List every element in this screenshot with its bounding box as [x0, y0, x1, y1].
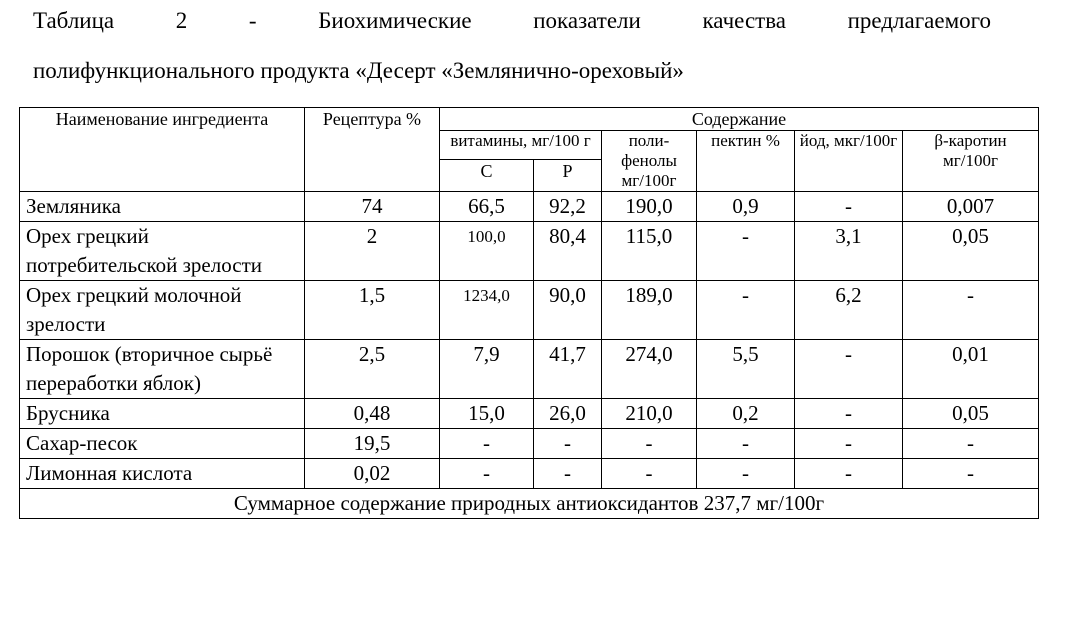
- polyphenols-value: 189,0: [602, 281, 697, 340]
- header-vitamin-p: Р: [534, 160, 602, 192]
- pectin-value: 0,9: [697, 192, 795, 222]
- iodine-value: -: [795, 429, 903, 459]
- table-row: [20, 281, 1039, 340]
- vitamin-c-value: 100,0: [440, 222, 534, 281]
- carotene-value: -: [903, 281, 1039, 340]
- vitamin-p-value: 41,7: [534, 340, 602, 399]
- vitamin-p-value: 92,2: [534, 192, 602, 222]
- carotene-value: -: [903, 429, 1039, 459]
- pectin-value: 0,2: [697, 399, 795, 429]
- table-row: [20, 429, 1039, 459]
- table-row: [20, 340, 1039, 399]
- carotene-value: 0,01: [903, 340, 1039, 399]
- iodine-value: -: [795, 340, 903, 399]
- iodine-value: 3,1: [795, 222, 903, 281]
- vitamin-c-value: -: [440, 459, 534, 489]
- recipe-value: 74: [305, 192, 440, 222]
- table-caption-line-1: Таблица 2 - Биохимические показатели качества предлагаемого: [33, 8, 991, 33]
- polyphenols-value: -: [602, 429, 697, 459]
- recipe-value: 2: [305, 222, 440, 281]
- header-carotene: β-каротин мг/100г: [903, 131, 1039, 192]
- vitamin-c-value: -: [440, 429, 534, 459]
- total-antioxidants: Суммарное содержание природных антиоксидантов 237,7 мг/100г: [20, 489, 1039, 519]
- table-caption-line-2: полифункционального продукта «Десерт «Землянично-ореховый»: [33, 58, 684, 83]
- vitamin-c-value: 15,0: [440, 399, 534, 429]
- table-row: [20, 459, 1039, 489]
- recipe-value: 1,5: [305, 281, 440, 340]
- iodine-value: -: [795, 192, 903, 222]
- polyphenols-value: -: [602, 459, 697, 489]
- polyphenols-value: 190,0: [602, 192, 697, 222]
- ingredient-name: Брусника: [20, 399, 305, 429]
- carotene-value: 0,05: [903, 222, 1039, 281]
- vitamin-p-value: 26,0: [534, 399, 602, 429]
- pectin-value: -: [697, 429, 795, 459]
- vitamin-c-value: 1234,0: [440, 281, 534, 340]
- table-row: [20, 192, 1039, 222]
- header-pectin: пектин %: [697, 131, 795, 192]
- pectin-value: -: [697, 281, 795, 340]
- polyphenols-value: 210,0: [602, 399, 697, 429]
- ingredient-name: Земляника: [20, 192, 305, 222]
- carotene-value: 0,05: [903, 399, 1039, 429]
- iodine-value: -: [795, 459, 903, 489]
- carotene-value: -: [903, 459, 1039, 489]
- ingredient-name: Орех грецкий потребительской зрелости: [20, 222, 305, 281]
- ingredient-name: Орех грецкий молочной зрелости: [20, 281, 305, 340]
- recipe-value: 0,48: [305, 399, 440, 429]
- polyphenols-value: 115,0: [602, 222, 697, 281]
- header-content: Содержание: [440, 108, 1039, 131]
- recipe-value: 19,5: [305, 429, 440, 459]
- header-vitamins: витамины, мг/100 г: [440, 131, 602, 160]
- pectin-value: 5,5: [697, 340, 795, 399]
- vitamin-c-value: 7,9: [440, 340, 534, 399]
- vitamin-c-value: 66,5: [440, 192, 534, 222]
- pectin-value: -: [697, 459, 795, 489]
- vitamin-p-value: -: [534, 459, 602, 489]
- iodine-value: 6,2: [795, 281, 903, 340]
- header-vitamin-c: С: [440, 160, 534, 192]
- recipe-value: 2,5: [305, 340, 440, 399]
- table-row: [20, 222, 1039, 281]
- header-ingredient-name: Наименование ингредиента: [20, 108, 305, 192]
- header-recipe: Рецептура %: [305, 108, 440, 192]
- pectin-value: -: [697, 222, 795, 281]
- ingredient-name: Порошок (вторичное сырьё переработки яблок): [20, 340, 305, 399]
- recipe-value: 0,02: [305, 459, 440, 489]
- table-row: [20, 399, 1039, 429]
- vitamin-p-value: 80,4: [534, 222, 602, 281]
- total-row: [20, 489, 1039, 519]
- ingredient-name: Лимонная кислота: [20, 459, 305, 489]
- biochemical-indicators-table: [19, 107, 1039, 519]
- header-iodine: йод, мкг/100г: [795, 131, 903, 192]
- vitamin-p-value: -: [534, 429, 602, 459]
- carotene-value: 0,007: [903, 192, 1039, 222]
- header-polyphenols: поли-фенолы мг/100г: [602, 131, 697, 192]
- ingredient-name: Сахар-песок: [20, 429, 305, 459]
- iodine-value: -: [795, 399, 903, 429]
- vitamin-p-value: 90,0: [534, 281, 602, 340]
- polyphenols-value: 274,0: [602, 340, 697, 399]
